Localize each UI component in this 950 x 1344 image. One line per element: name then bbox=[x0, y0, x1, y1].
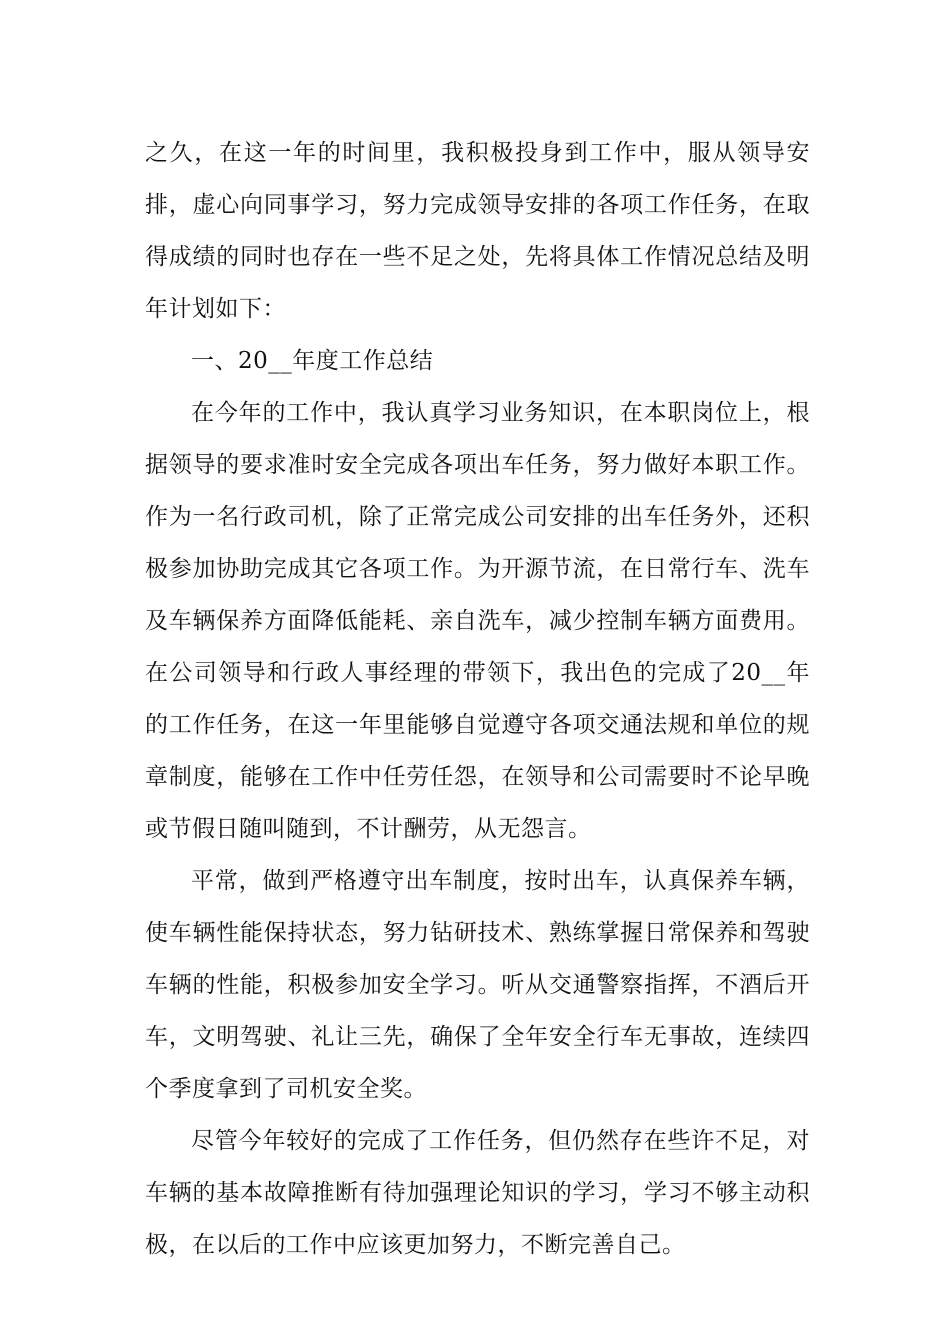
paragraph-work-summary: 在今年的工作中，我认真学习业务知识，在本职岗位上，根据领导的要求准时安全完成各项出车任务，努力做好本职工作。作为一名行政司机，除了正常完成公司安排的出车任务外，还积极参加协助完成其它各项工作。为开源节流，在日常行车、洗车及车辆保养方面降低能耗、亲自洗车，减少控制车辆方面费用。在公司领导和行政人事经理的带领下，我出色的完成了20__年的工作任务，在这一年里能够自觉遵守各项交通法规和单位的规章制度，能够在工作中任劳任怨，在领导和公司需要时不论早晚或节假日随叫随到，不计酬劳，从无怨言。 bbox=[145, 400, 810, 842]
paragraph-intro-continued: 之久，在这一年的时间里，我积极投身到工作中，服从领导安排，虚心向同事学习，努力完成领导安排的各项工作任务，在取得成绩的同时也存在一些不足之处，先将具体工作情况总结及明年计划如下： bbox=[145, 140, 810, 322]
document-body bbox=[145, 127, 810, 1271]
section-heading: 一、20__年度工作总结 bbox=[191, 348, 434, 374]
paragraph-daily-driving: 平常，做到严格遵守出车制度，按时出车，认真保养车辆，使车辆性能保持状态，努力钻研技术、熟练掌握日常保养和驾驶车辆的性能，积极参加安全学习。听从交通警察指挥，不酒后开车，文明驾驶、礼让三先，确保了全年安全行车无事故，连续四个季度拿到了司机安全奖。 bbox=[145, 868, 810, 1102]
paragraph-shortcomings: 尽管今年较好的完成了工作任务，但仍然存在些许不足，对车辆的基本故障推断有待加强理论知识的学习，学习不够主动积极，在以后的工作中应该更加努力，不断完善自己。 bbox=[145, 1128, 810, 1258]
